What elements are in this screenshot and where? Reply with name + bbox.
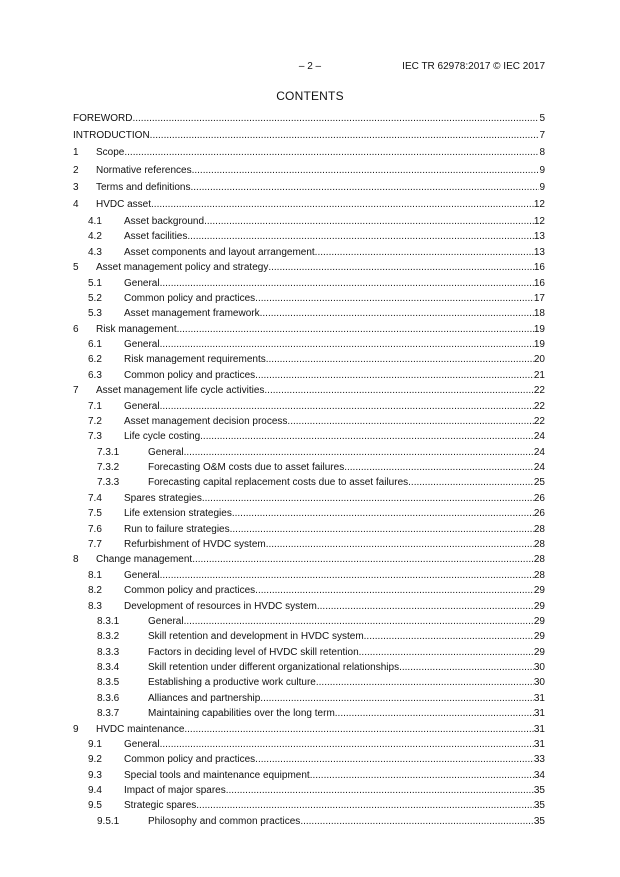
toc-entry-title: Asset components and layout arrangement <box>124 246 315 258</box>
toc-leader-dots <box>255 370 534 382</box>
toc-leader-dots <box>408 477 534 489</box>
toc-entry-number: 3 <box>73 181 79 193</box>
toc-entry[interactable] <box>73 785 545 797</box>
toc-entry[interactable] <box>73 508 545 520</box>
toc-leader-dots <box>359 647 534 659</box>
toc-entry-number: 9.2 <box>88 754 102 766</box>
toc-entry-title: Maintaining capabilities over the long term <box>148 708 335 720</box>
toc-entry[interactable] <box>73 130 545 142</box>
toc-entry[interactable] <box>73 401 545 413</box>
toc-entry-title: HVDC maintenance <box>96 723 185 735</box>
toc-entry-page: 8 <box>539 147 545 159</box>
toc-entry-page: 19 <box>533 323 545 335</box>
toc-entry-page: 29 <box>533 585 545 597</box>
toc-entry-page: 25 <box>533 477 545 489</box>
toc-entry[interactable] <box>73 431 545 443</box>
toc-leader-dots <box>255 585 534 597</box>
toc-leader-dots <box>260 308 534 320</box>
toc-entry-number: 8.3.2 <box>97 631 120 643</box>
toc-entry-page: 35 <box>533 815 545 827</box>
toc-entry-title: Scope <box>96 147 125 159</box>
toc-leader-dots <box>255 754 534 766</box>
toc-leader-dots <box>160 278 534 290</box>
toc-leader-dots <box>204 216 534 228</box>
toc-entry-page: 18 <box>533 308 545 320</box>
toc-entry-page: 30 <box>533 662 545 674</box>
toc-leader-dots <box>184 616 534 628</box>
toc-entry-number: 8.3.7 <box>97 708 120 720</box>
toc-entry[interactable] <box>73 693 545 705</box>
toc-entry-number: 7.3.1 <box>97 446 120 458</box>
toc-leader-dots <box>192 165 540 177</box>
toc-entry-page: 30 <box>533 677 545 689</box>
toc-entry[interactable] <box>73 113 545 125</box>
toc-entry-page: 29 <box>533 631 545 643</box>
toc-leader-dots <box>335 708 534 720</box>
toc-entry[interactable] <box>73 147 545 159</box>
toc-entry-page: 21 <box>533 369 545 381</box>
toc-entry-page: 34 <box>533 769 545 781</box>
toc-entry-number: 7.6 <box>88 523 102 535</box>
toc-entry[interactable] <box>73 324 545 336</box>
toc-entry-title: Refurbishment of HVDC system <box>124 539 266 550</box>
toc-entry[interactable] <box>73 262 545 274</box>
toc-entry-number: 9.5 <box>88 800 102 812</box>
toc-entry-number: 7.5 <box>88 508 102 520</box>
toc-entry[interactable] <box>73 539 545 551</box>
toc-entry-page: 31 <box>533 723 545 735</box>
toc-entry-number: 6 <box>73 323 79 335</box>
toc-entry-number: 8.1 <box>88 569 102 581</box>
toc-entry[interactable] <box>73 165 545 177</box>
toc-entry-number: 8.3.6 <box>97 692 120 704</box>
toc-entry[interactable] <box>73 216 545 228</box>
toc-entry[interactable] <box>73 631 545 643</box>
toc-entry-page: 9 <box>539 164 545 176</box>
toc-entry[interactable] <box>73 231 545 243</box>
toc-entry-number: 5.1 <box>88 277 102 289</box>
toc-entry[interactable] <box>73 385 545 397</box>
toc-entry-title: Common policy and practices <box>124 369 256 381</box>
toc-entry-page: 26 <box>533 492 545 504</box>
toc-entry[interactable] <box>73 462 545 474</box>
toc-entry-page: 29 <box>533 600 545 612</box>
toc-entry-page: 33 <box>533 754 545 766</box>
toc-entry[interactable] <box>73 247 545 259</box>
toc-entry[interactable] <box>73 601 545 613</box>
toc-entry[interactable] <box>73 800 545 812</box>
toc-entry-page: 12 <box>533 198 545 210</box>
toc-entry-page: 24 <box>533 431 545 443</box>
toc-leader-dots <box>287 416 533 428</box>
toc-entry-page: 31 <box>533 738 545 750</box>
toc-entry[interactable] <box>73 724 545 736</box>
toc-entry-number: 7.3.2 <box>97 462 120 474</box>
toc-entry-page: 5 <box>539 113 545 124</box>
contents-title: CONTENTS <box>276 89 344 103</box>
toc-entry-number: 9 <box>73 723 79 735</box>
toc-leader-dots <box>315 247 534 259</box>
toc-entry-page: 35 <box>533 785 545 797</box>
toc-entry-title: Forecasting O&M costs due to asset failures <box>148 462 345 474</box>
toc-entry[interactable] <box>73 308 545 320</box>
toc-entry-page: 24 <box>533 446 545 458</box>
toc-entry-title: HVDC asset <box>96 198 152 210</box>
toc-entry-title: Common policy and practices <box>124 585 256 597</box>
toc-entry-number: 8.3.5 <box>97 677 120 689</box>
toc-entry-page: 13 <box>533 231 545 243</box>
toc-leader-dots <box>160 339 534 351</box>
toc-leader-dots <box>310 770 534 782</box>
toc-entry-title: Asset background <box>124 216 205 228</box>
toc-entry-number: 8 <box>73 554 79 566</box>
toc-leader-dots <box>160 570 534 582</box>
toc-entry-number: 9.5.1 <box>97 815 120 827</box>
toc-entry-title: General <box>124 277 160 289</box>
toc-entry-page: 22 <box>533 400 545 412</box>
toc-leader-dots <box>266 354 534 366</box>
toc-entry-title: Life extension strategies <box>124 508 232 520</box>
toc-leader-dots <box>191 182 540 194</box>
toc-entry-title: Impact of major spares <box>124 785 226 797</box>
toc-leader-dots <box>316 677 534 689</box>
toc-entry-title: Alliances and partnership <box>148 692 261 704</box>
toc-entry[interactable] <box>73 570 545 582</box>
toc-entry-page: 28 <box>533 523 545 535</box>
toc-entry-title: Asset management framework <box>124 308 260 320</box>
toc-leader-dots <box>184 447 534 459</box>
toc-entry-page: 29 <box>533 646 545 658</box>
toc-entry-title: Spares strategies <box>124 492 202 504</box>
toc-entry-number: 7 <box>73 385 79 397</box>
toc-entry-title: General <box>148 615 184 627</box>
toc-entry-number: 4.1 <box>88 216 102 228</box>
toc-entry-page: 13 <box>533 246 545 258</box>
toc-entry-page: 7 <box>539 130 545 142</box>
toc-entry[interactable] <box>73 339 545 351</box>
toc-leader-dots <box>192 554 534 566</box>
toc-entry-title: Asset facilities <box>124 231 188 243</box>
toc-entry-title: General <box>124 400 160 412</box>
toc-entry-title: Establishing a productive work culture <box>148 677 316 689</box>
toc-entry-title: Risk management requirements <box>124 354 266 366</box>
toc-entry-title: Change management <box>96 554 193 566</box>
toc-entry-page: 26 <box>533 508 545 520</box>
toc-leader-dots <box>184 724 534 736</box>
toc-leader-dots <box>268 262 534 274</box>
toc-entry-title: Common policy and practices <box>124 754 256 766</box>
toc-entry[interactable] <box>73 278 545 290</box>
toc-entry[interactable] <box>73 493 545 505</box>
toc-entry[interactable] <box>73 447 545 459</box>
toc-entry-number: 9.4 <box>88 785 102 797</box>
toc-entry-title: Life cycle costing <box>124 431 201 443</box>
toc-entry-page: 28 <box>533 569 545 581</box>
table-of-contents <box>73 0 545 877</box>
toc-entry-title: Factors in deciding level of HVDC skill retention <box>148 646 359 658</box>
toc-entry-title: Special tools and maintenance equipment <box>124 769 310 781</box>
toc-entry-page: 19 <box>533 339 545 351</box>
toc-entry[interactable] <box>73 647 545 659</box>
toc-entry[interactable] <box>73 182 545 194</box>
toc-leader-dots <box>232 508 534 520</box>
toc-entry-page: 17 <box>533 292 545 304</box>
toc-entry[interactable] <box>73 770 545 782</box>
toc-entry-number: 1 <box>73 147 79 159</box>
toc-entry-title: General <box>124 569 160 581</box>
toc-leader-dots <box>200 431 534 443</box>
toc-leader-dots <box>226 785 534 797</box>
toc-entry[interactable] <box>73 816 545 828</box>
toc-entry-page: 20 <box>533 354 545 366</box>
toc-leader-dots <box>124 147 539 159</box>
toc-leader-dots <box>151 199 534 211</box>
toc-leader-dots <box>230 524 534 536</box>
document-reference: IEC TR 62978:2017 © IEC 2017 <box>402 61 545 72</box>
toc-entry-number: 6.2 <box>88 354 102 366</box>
toc-entry-number: 7.3.3 <box>97 477 120 489</box>
toc-entry-page: 31 <box>533 692 545 704</box>
toc-leader-dots <box>260 693 534 705</box>
toc-entry-title: Asset management decision process <box>124 415 288 427</box>
toc-entry[interactable] <box>73 585 545 597</box>
toc-entry-number: 8.3.1 <box>97 615 120 627</box>
toc-entry-number: 7.4 <box>88 492 102 504</box>
toc-entry-number: 9.3 <box>88 769 102 781</box>
toc-entry-page: 9 <box>539 181 545 193</box>
toc-entry-title: General <box>124 339 160 351</box>
toc-entry[interactable] <box>73 524 545 536</box>
toc-leader-dots <box>300 816 534 828</box>
toc-entry[interactable] <box>73 662 545 674</box>
toc-entry-number: 7.2 <box>88 415 102 427</box>
toc-leader-dots <box>364 631 534 643</box>
toc-entry-title: Common policy and practices <box>124 292 256 304</box>
toc-entry-number: 8.3 <box>88 600 102 612</box>
toc-entry[interactable] <box>73 554 545 566</box>
toc-entry-page: 35 <box>533 800 545 812</box>
toc-leader-dots <box>187 231 534 243</box>
toc-entry-number: 2 <box>73 164 79 176</box>
toc-entry-title: Forecasting capital replacement costs due to asset failures <box>148 477 409 489</box>
toc-leader-dots <box>150 130 540 142</box>
toc-entry-number: 9.1 <box>88 738 102 750</box>
toc-entry[interactable] <box>73 293 545 305</box>
toc-entry-number: 6.3 <box>88 369 102 381</box>
toc-entry[interactable] <box>73 477 545 489</box>
toc-entry[interactable] <box>73 754 545 766</box>
toc-entry-number: 7.7 <box>88 539 102 550</box>
toc-entry[interactable] <box>73 354 545 366</box>
toc-leader-dots <box>132 113 539 125</box>
toc-entry-title: Skill retention under different organizational relationships <box>148 662 400 674</box>
toc-entry[interactable] <box>73 416 545 428</box>
toc-entry-title: FOREWORD <box>73 113 133 124</box>
toc-entry-title: Terms and definitions <box>96 181 191 193</box>
toc-entry-page: 12 <box>533 216 545 228</box>
toc-entry[interactable] <box>73 616 545 628</box>
toc-entry-title: Development of resources in HVDC system <box>124 600 317 612</box>
toc-leader-dots <box>177 324 534 336</box>
toc-entry-page: 29 <box>533 615 545 627</box>
toc-entry-page: 22 <box>533 385 545 397</box>
toc-leader-dots <box>344 462 534 474</box>
toc-entry-title: General <box>124 738 160 750</box>
toc-entry-title: Asset management policy and strategy <box>96 262 269 274</box>
toc-entry-number: 8.3.4 <box>97 662 120 674</box>
toc-entry-title: Strategic spares <box>124 800 197 812</box>
toc-entry-title: Run to failure strategies <box>124 523 230 535</box>
toc-entry[interactable] <box>73 708 545 720</box>
toc-entry-number: 5 <box>73 262 79 274</box>
toc-entry-page: 28 <box>533 554 545 566</box>
toc-entry-title: Skill retention and development in HVDC system <box>148 631 364 643</box>
toc-entry-page: 31 <box>533 708 545 720</box>
toc-leader-dots <box>266 539 534 551</box>
toc-entry-number: 4.3 <box>88 246 102 258</box>
toc-entry-number: 6.1 <box>88 339 102 351</box>
toc-entry-number: 8.3.3 <box>97 646 120 658</box>
toc-entry-number: 7.3 <box>88 431 102 443</box>
toc-entry[interactable] <box>73 370 545 382</box>
toc-leader-dots <box>255 293 534 305</box>
toc-entry[interactable] <box>73 677 545 689</box>
toc-leader-dots <box>202 493 534 505</box>
toc-entry-title: General <box>148 446 184 458</box>
toc-leader-dots <box>196 800 534 812</box>
toc-entry-number: 5.2 <box>88 292 102 304</box>
toc-entry-title: Risk management <box>96 323 177 335</box>
toc-entry-number: 5.3 <box>88 308 102 320</box>
toc-leader-dots <box>317 601 534 613</box>
toc-entry-number: 4 <box>73 198 79 210</box>
page-number: – 2 – <box>298 61 322 72</box>
toc-entry-number: 4.2 <box>88 231 102 243</box>
toc-entry-page: 22 <box>533 415 545 427</box>
toc-leader-dots <box>160 401 534 413</box>
toc-leader-dots <box>399 662 534 674</box>
toc-entry-title: Asset management life cycle activities <box>96 385 265 397</box>
toc-entry-number: 7.1 <box>88 400 102 412</box>
toc-entry-number: 8.2 <box>88 585 102 597</box>
toc-entry[interactable] <box>73 199 545 211</box>
toc-entry-title: Normative references <box>96 164 192 176</box>
toc-entry-title: INTRODUCTION <box>73 130 150 142</box>
toc-entry-page: 24 <box>533 462 545 474</box>
toc-entry-page: 16 <box>533 262 545 274</box>
toc-entry-page: 28 <box>533 539 545 550</box>
toc-leader-dots <box>264 385 533 397</box>
toc-entry-title: Philosophy and common practices <box>148 815 301 827</box>
toc-entry[interactable] <box>73 739 545 751</box>
toc-leader-dots <box>160 739 534 751</box>
toc-entry-page: 16 <box>533 277 545 289</box>
